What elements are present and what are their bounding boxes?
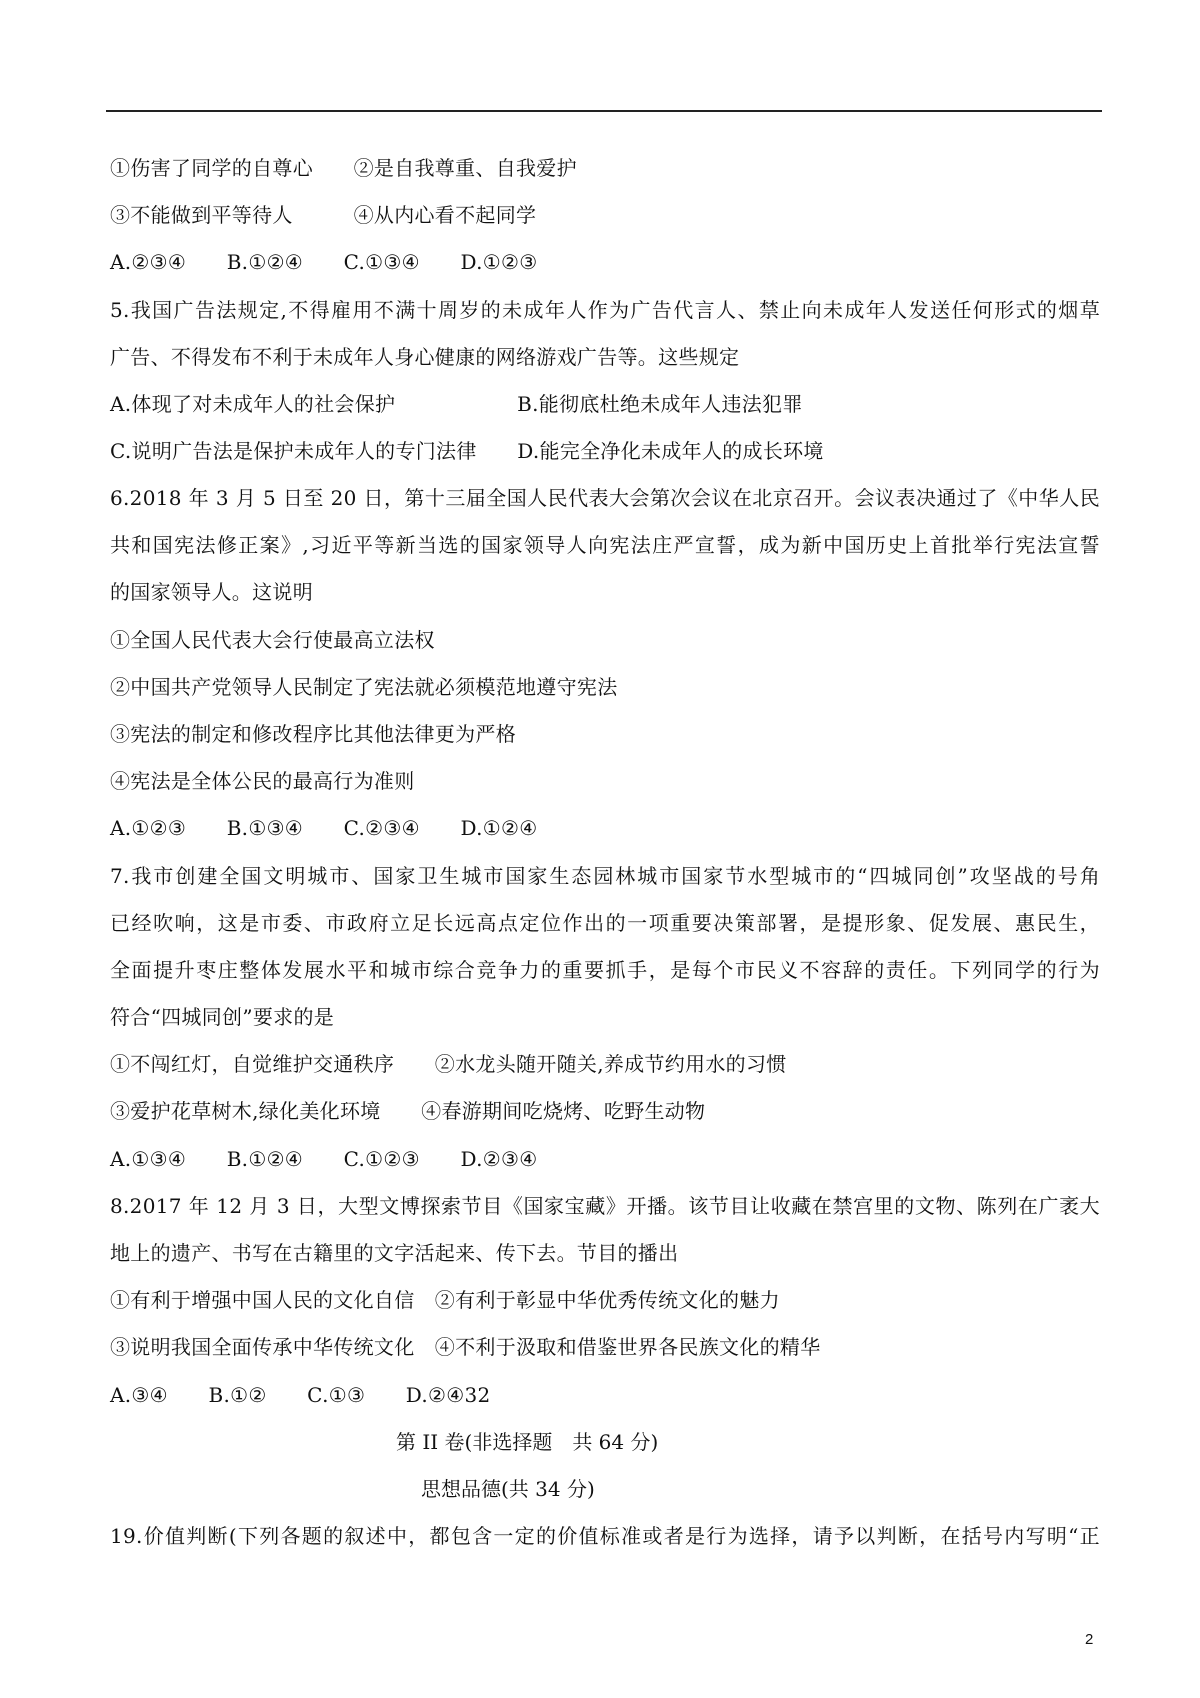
q6-stem-line-3: 的国家领导人。这说明 (110, 580, 313, 604)
q6-item-2: ②中国共产党领导人民制定了宪法就必须模范地遵守宪法 (110, 675, 618, 699)
q6-item-4: ④宪法是全体公民的最高行为准则 (110, 769, 415, 793)
q5-options-line-2: C.说明广告法是保护未成年人的专门法律 D.能完全净化未成年人的成长环境 (110, 439, 824, 463)
section-title: 第 II 卷(非选择题 共 64 分) (396, 1430, 659, 1454)
page-number: 2 (1085, 1631, 1094, 1648)
q19-stem-line-1: 19.价值判断(下列各题的叙述中，都包含一定的价值标准或者是行为选择，请予以判断，在括号内写明“正 (110, 1524, 1100, 1548)
q8-stem-line-2: 地上的遗产、书写在古籍里的文字活起来、传下去。节目的播出 (110, 1241, 679, 1265)
q8-items-line-1: ①有利于增强中国人民的文化自信 ②有利于彰显中华优秀传统文化的魅力 (110, 1288, 780, 1312)
q7-stem-line-2: 已经吹响，这是市委、市政府立足长远高点定位作出的一项重要决策部署，是提形象、促发展、惠民生， (110, 911, 1100, 935)
q7-items-line-2: ③爱护花草树木,绿化美化环境 ④春游期间吃烧烤、吃野生动物 (110, 1099, 706, 1123)
q6-stem-line-2: 共和国宪法修正案》,习近平等新当选的国家领导人向宪法庄严宣誓，成为新中国历史上首批举行宪法宣誓 (110, 533, 1100, 557)
section-subtitle: 思想品德(共 34 分) (421, 1477, 595, 1501)
q8-stem-line-1: 8.2017 年 12 月 3 日，大型文博探索节目《国家宝藏》开播。该节目让收藏在禁宫里的文物、陈列在广袤大 (110, 1194, 1100, 1218)
q6-item-3: ③宪法的制定和修改程序比其他法律更为严格 (110, 722, 516, 746)
q5-options-line-1: A.体现了对未成年人的社会保护 B.能彻底杜绝未成年人违法犯罪 (110, 392, 803, 416)
q4-items-line-2: ③不能做到平等待人 ④从内心看不起同学 (110, 203, 537, 227)
q5-stem-line-1: 5.我国广告法规定,不得雇用不满十周岁的未成年人作为广告代言人、禁止向未成年人发送任何形式的烟草 (110, 298, 1100, 322)
q5-stem-line-2: 广告、不得发布不利于未成年人身心健康的网络游戏广告等。这些规定 (110, 345, 740, 369)
q6-stem-line-1: 6.2018 年 3 月 5 日至 20 日，第十三届全国人民代表大会第次会议在北京召开。会议表决通过了《中华人民 (110, 486, 1100, 510)
q7-stem-line-4: 符合“四城同创”要求的是 (110, 1005, 335, 1029)
q8-answers: A.③④ B.①② C.①③ D.②④32 (110, 1383, 491, 1407)
q6-answers: A.①②③ B.①③④ C.②③④ D.①②④ (110, 816, 538, 840)
q8-items-line-2: ③说明我国全面传承中华传统文化 ④不利于汲取和借鉴世界各民族文化的精华 (110, 1335, 821, 1359)
q7-stem-line-3: 全面提升枣庄整体发展水平和城市综合竞争力的重要抓手，是每个市民义不容辞的责任。下列同学的行为 (110, 958, 1100, 982)
header-rule (106, 110, 1102, 112)
q6-item-1: ①全国人民代表大会行使最高立法权 (110, 628, 435, 652)
q7-stem-line-1: 7.我市创建全国文明城市、国家卫生城市国家生态园林城市国家节水型城市的“四城同创”攻坚战的号角 (110, 864, 1100, 888)
q4-items-line-1: ①伤害了同学的自尊心 ②是自我尊重、自我爱护 (110, 156, 577, 180)
q7-answers: A.①③④ B.①②④ C.①②③ D.②③④ (110, 1147, 538, 1171)
q4-answers: A.②③④ B.①②④ C.①③④ D.①②③ (110, 250, 538, 274)
q7-items-line-1: ①不闯红灯，自觉维护交通秩序 ②水龙头随开随关,养成节约用水的习惯 (110, 1052, 787, 1076)
